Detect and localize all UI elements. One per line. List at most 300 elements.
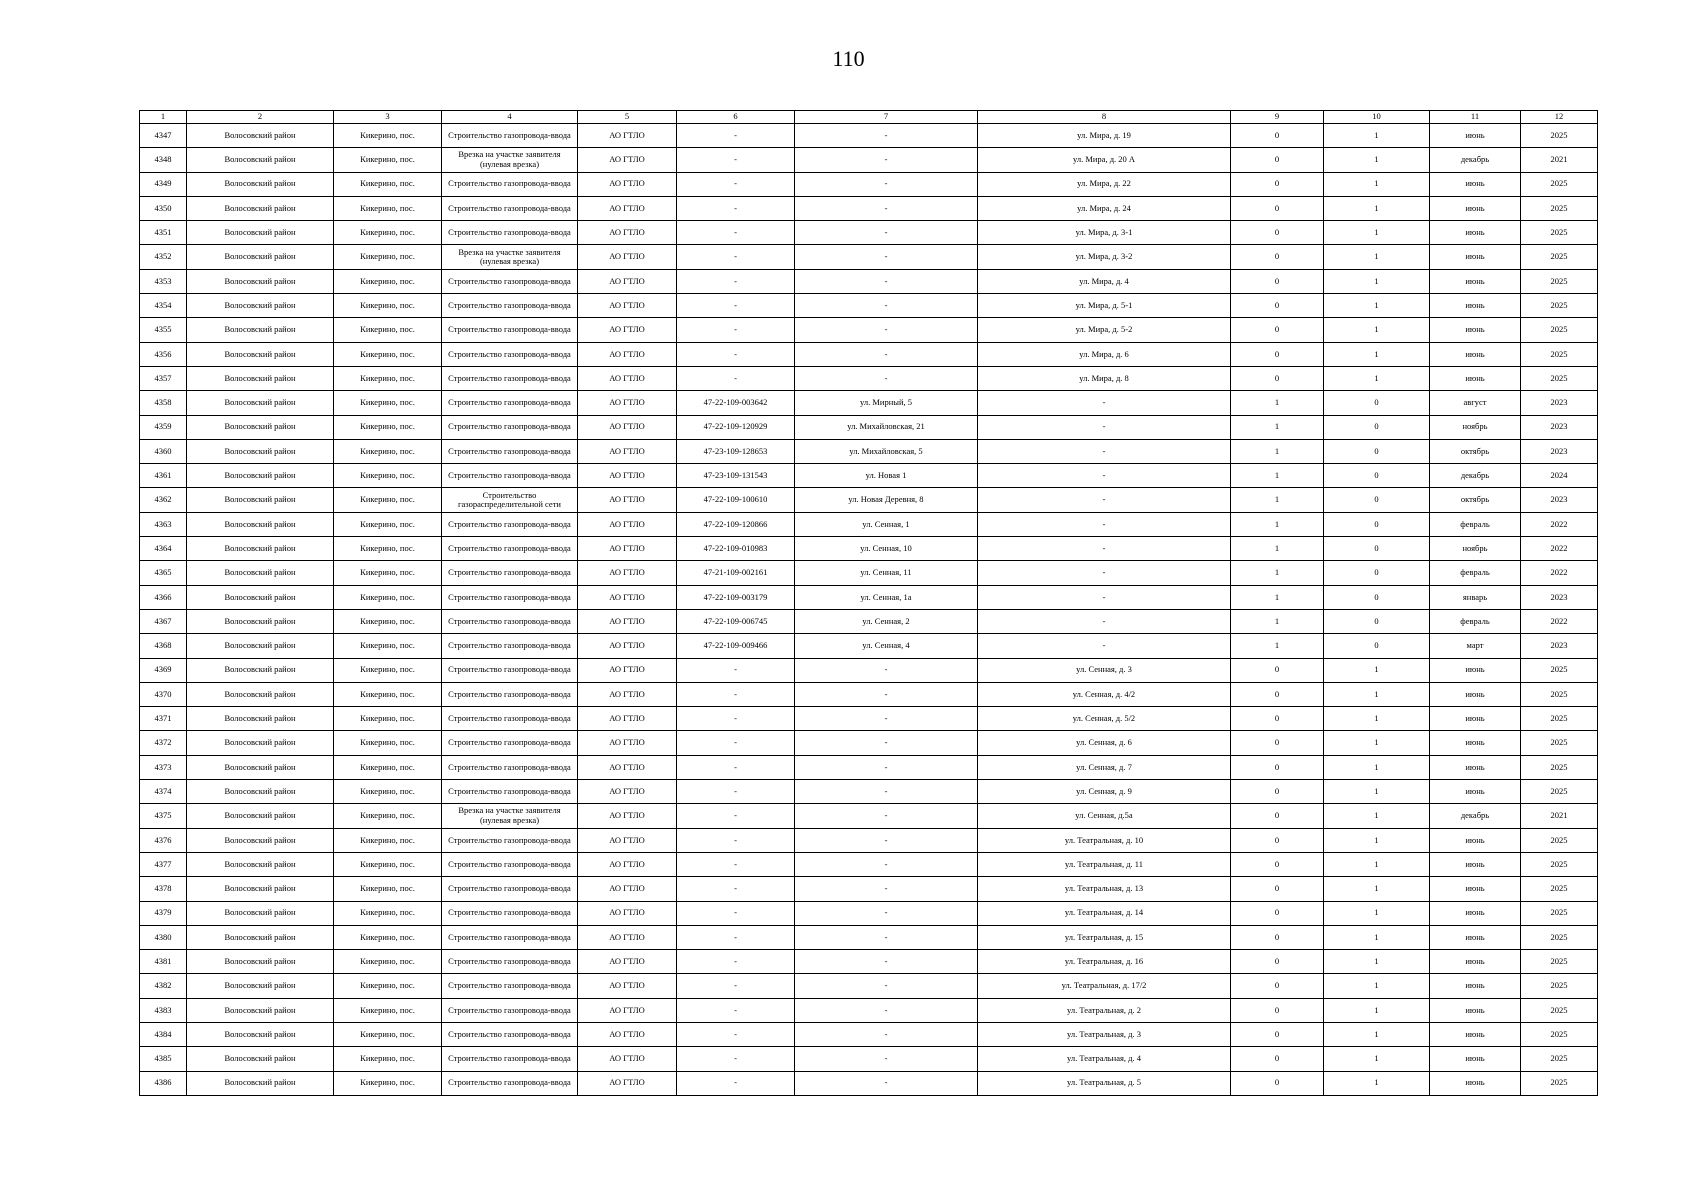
table-cell: - [978, 585, 1231, 609]
table-cell: 0 [1231, 245, 1324, 269]
column-header: 1 [140, 111, 187, 124]
table-cell: ул. Сенная, 10 [795, 537, 978, 561]
table-cell: 4349 [140, 172, 187, 196]
table-cell: - [795, 804, 978, 828]
table-cell: 2024 [1521, 464, 1598, 488]
table-cell: 0 [1324, 415, 1430, 439]
table-cell: Кикерино, пос. [334, 925, 442, 949]
table-cell: 1 [1231, 488, 1324, 512]
table-cell: - [978, 634, 1231, 658]
table-cell: - [677, 974, 795, 998]
table-cell: АО ГТЛО [578, 512, 677, 536]
table-cell: Волосовский район [187, 342, 334, 366]
table-row [140, 245, 1598, 269]
table-cell: ул. Новая 1 [795, 464, 978, 488]
table-cell: 4353 [140, 269, 187, 293]
table-cell: 0 [1231, 294, 1324, 318]
table-cell: ул. Мира, д. 4 [978, 269, 1231, 293]
table-cell: Кикерино, пос. [334, 950, 442, 974]
table-cell: АО ГТЛО [578, 1071, 677, 1095]
table-cell: июнь [1430, 755, 1521, 779]
table-cell: АО ГТЛО [578, 925, 677, 949]
table-cell: 2023 [1521, 415, 1598, 439]
table-cell: 47-23-109-128653 [677, 439, 795, 463]
table-cell: 2022 [1521, 609, 1598, 633]
table-cell: 0 [1324, 537, 1430, 561]
table-cell: 4380 [140, 925, 187, 949]
table-cell: 0 [1324, 585, 1430, 609]
table-cell: ул. Мирный, 5 [795, 391, 978, 415]
table-cell: Волосовский район [187, 804, 334, 828]
table-cell: июнь [1430, 852, 1521, 876]
table-cell: Кикерино, пос. [334, 391, 442, 415]
column-header: 9 [1231, 111, 1324, 124]
table-cell: ул. Мира, д. 5-1 [978, 294, 1231, 318]
table-cell: АО ГТЛО [578, 780, 677, 804]
table-cell: АО ГТЛО [578, 731, 677, 755]
table-cell: Волосовский район [187, 415, 334, 439]
table-cell: 4361 [140, 464, 187, 488]
table-cell: 4370 [140, 682, 187, 706]
table-cell: АО ГТЛО [578, 148, 677, 172]
table-cell: - [677, 342, 795, 366]
table-cell: - [795, 1022, 978, 1046]
table-row [140, 342, 1598, 366]
table-cell: 1 [1231, 415, 1324, 439]
table-cell: - [795, 318, 978, 342]
table-cell: 2025 [1521, 731, 1598, 755]
table-cell: Строительство газопровода-ввода [442, 609, 578, 633]
table-cell: Кикерино, пос. [334, 609, 442, 633]
table-cell: Строительство газопровода-ввода [442, 366, 578, 390]
table-cell: июнь [1430, 366, 1521, 390]
column-header: 7 [795, 111, 978, 124]
table-cell: июнь [1430, 318, 1521, 342]
table-cell: 1 [1324, 682, 1430, 706]
table-cell: Кикерино, пос. [334, 658, 442, 682]
table-cell: - [677, 269, 795, 293]
table-row [140, 391, 1598, 415]
table-cell: 1 [1324, 269, 1430, 293]
table-cell: - [795, 245, 978, 269]
table-cell: АО ГТЛО [578, 658, 677, 682]
table-cell: Строительство газопровода-ввода [442, 731, 578, 755]
table-cell: - [677, 925, 795, 949]
table-cell: АО ГТЛО [578, 342, 677, 366]
table-cell: Волосовский район [187, 707, 334, 731]
table-cell: ул. Театральная, д. 11 [978, 852, 1231, 876]
table-cell: - [795, 1071, 978, 1095]
table-cell: Кикерино, пос. [334, 682, 442, 706]
table-cell: 2022 [1521, 512, 1598, 536]
table-cell: АО ГТЛО [578, 391, 677, 415]
table-cell: 4366 [140, 585, 187, 609]
table-cell: - [677, 658, 795, 682]
table-cell: 2022 [1521, 561, 1598, 585]
table-cell: ул. Театральная, д. 10 [978, 828, 1231, 852]
table-cell: 47-22-109-120866 [677, 512, 795, 536]
table-cell: АО ГТЛО [578, 439, 677, 463]
table-cell: Волосовский район [187, 561, 334, 585]
table-cell: 2025 [1521, 1071, 1598, 1095]
table-cell: - [795, 148, 978, 172]
table-cell: ул. Сенная, д.5а [978, 804, 1231, 828]
table-cell: АО ГТЛО [578, 245, 677, 269]
table-cell: АО ГТЛО [578, 609, 677, 633]
table-cell: 4367 [140, 609, 187, 633]
table-cell: Волосовский район [187, 974, 334, 998]
table-cell: - [677, 852, 795, 876]
table-cell: Кикерино, пос. [334, 148, 442, 172]
table-cell: Кикерино, пос. [334, 974, 442, 998]
table-cell: 2025 [1521, 707, 1598, 731]
table-cell: ул. Мира, д. 3-1 [978, 221, 1231, 245]
table-cell: АО ГТЛО [578, 318, 677, 342]
table-cell: 1 [1324, 318, 1430, 342]
table-cell: 0 [1231, 196, 1324, 220]
table-cell: июнь [1430, 1047, 1521, 1071]
table-row [140, 1047, 1598, 1071]
table-cell: Кикерино, пос. [334, 464, 442, 488]
table-cell: ул. Михайловская, 5 [795, 439, 978, 463]
table-cell: 47-22-109-003642 [677, 391, 795, 415]
table-cell: АО ГТЛО [578, 196, 677, 220]
table-cell: Кикерино, пос. [334, 488, 442, 512]
table-row [140, 221, 1598, 245]
table-cell: Волосовский район [187, 585, 334, 609]
table-cell: 2025 [1521, 221, 1598, 245]
table-cell: ул. Новая Деревня, 8 [795, 488, 978, 512]
table-row [140, 318, 1598, 342]
table-cell: Строительство газопровода-ввода [442, 877, 578, 901]
table-row [140, 172, 1598, 196]
table-cell: 0 [1231, 828, 1324, 852]
table-cell: - [978, 391, 1231, 415]
table-cell: октябрь [1430, 488, 1521, 512]
table-cell: - [795, 974, 978, 998]
table-cell: Строительство газопровода-ввода [442, 269, 578, 293]
registry-table [139, 110, 1598, 1096]
table-cell: ул. Мира, д. 3-2 [978, 245, 1231, 269]
table-cell: 2025 [1521, 780, 1598, 804]
table-cell: - [795, 925, 978, 949]
table-cell: 4377 [140, 852, 187, 876]
table-cell: Волосовский район [187, 925, 334, 949]
table-cell: АО ГТЛО [578, 537, 677, 561]
table-cell: 4372 [140, 731, 187, 755]
table-cell: Волосовский район [187, 148, 334, 172]
table-cell: июнь [1430, 780, 1521, 804]
table-cell: АО ГТЛО [578, 488, 677, 512]
table-cell: Волосовский район [187, 950, 334, 974]
table-cell: Волосовский район [187, 294, 334, 318]
table-cell: 1 [1324, 366, 1430, 390]
table-cell: Кикерино, пос. [334, 124, 442, 148]
table-cell: - [795, 1047, 978, 1071]
table-cell: ул. Сенная, 4 [795, 634, 978, 658]
table-cell: Кикерино, пос. [334, 439, 442, 463]
table-cell: АО ГТЛО [578, 294, 677, 318]
table-cell: - [677, 221, 795, 245]
table-cell: 1 [1324, 998, 1430, 1022]
table-cell: - [795, 658, 978, 682]
table-cell: 0 [1231, 974, 1324, 998]
table-cell: - [795, 294, 978, 318]
table-cell: 4383 [140, 998, 187, 1022]
table-cell: Строительство газопровода-ввода [442, 512, 578, 536]
table-cell: февраль [1430, 512, 1521, 536]
table-cell: 2022 [1521, 537, 1598, 561]
table-cell: 2025 [1521, 901, 1598, 925]
table-cell: Волосовский район [187, 366, 334, 390]
table-row [140, 731, 1598, 755]
table-row [140, 658, 1598, 682]
table-cell: Волосовский район [187, 512, 334, 536]
table-cell: ул. Театральная, д. 17/2 [978, 974, 1231, 998]
table-cell: февраль [1430, 609, 1521, 633]
table-cell: Кикерино, пос. [334, 415, 442, 439]
table-cell: Кикерино, пос. [334, 901, 442, 925]
table-cell: - [978, 439, 1231, 463]
table-cell: - [677, 318, 795, 342]
table-cell: 0 [1324, 561, 1430, 585]
table-cell: - [677, 950, 795, 974]
table-cell: 2025 [1521, 196, 1598, 220]
table-cell: Кикерино, пос. [334, 512, 442, 536]
table-cell: июнь [1430, 658, 1521, 682]
table-cell: Волосовский район [187, 221, 334, 245]
table-row [140, 609, 1598, 633]
table-cell: Строительство газопровода-ввода [442, 1047, 578, 1071]
table-cell: июнь [1430, 901, 1521, 925]
table-row [140, 634, 1598, 658]
table-cell: ул. Мира, д. 6 [978, 342, 1231, 366]
table-cell: 1 [1231, 512, 1324, 536]
table-cell: Кикерино, пос. [334, 318, 442, 342]
table-cell: Строительство газопровода-ввода [442, 318, 578, 342]
table-cell: Строительство газопровода-ввода [442, 634, 578, 658]
table-cell: 1 [1231, 464, 1324, 488]
table-cell: - [795, 852, 978, 876]
table-cell: 1 [1324, 707, 1430, 731]
table-cell: Волосовский район [187, 998, 334, 1022]
table-row [140, 925, 1598, 949]
table-cell: - [677, 755, 795, 779]
table-cell: Волосовский район [187, 1071, 334, 1095]
table-row [140, 488, 1598, 512]
table-cell: ул. Сенная, 1а [795, 585, 978, 609]
table-row [140, 561, 1598, 585]
table-row [140, 512, 1598, 536]
table-cell: - [677, 682, 795, 706]
table-cell: 4381 [140, 950, 187, 974]
table-cell: декабрь [1430, 804, 1521, 828]
table-cell: АО ГТЛО [578, 269, 677, 293]
table-cell: 1 [1324, 877, 1430, 901]
table-cell: Волосовский район [187, 464, 334, 488]
table-cell: АО ГТЛО [578, 172, 677, 196]
table-cell: Волосовский район [187, 439, 334, 463]
table-cell: - [795, 707, 978, 731]
table-row [140, 1022, 1598, 1046]
table-cell: июнь [1430, 707, 1521, 731]
table-cell: АО ГТЛО [578, 707, 677, 731]
table-cell: Волосовский район [187, 318, 334, 342]
table-cell: июнь [1430, 974, 1521, 998]
table-cell: Кикерино, пос. [334, 998, 442, 1022]
table-row [140, 804, 1598, 828]
table-row [140, 682, 1598, 706]
table-row [140, 755, 1598, 779]
table-cell: Строительство газопровода-ввода [442, 561, 578, 585]
table-cell: 0 [1324, 634, 1430, 658]
table-cell: 4348 [140, 148, 187, 172]
table-cell: АО ГТЛО [578, 974, 677, 998]
table-cell: - [795, 221, 978, 245]
table-cell: 2025 [1521, 342, 1598, 366]
table-cell: АО ГТЛО [578, 950, 677, 974]
table-cell: АО ГТЛО [578, 755, 677, 779]
table-row [140, 1071, 1598, 1095]
table-cell: АО ГТЛО [578, 634, 677, 658]
table-cell: июнь [1430, 196, 1521, 220]
table-cell: Строительство газопровода-ввода [442, 172, 578, 196]
table-row [140, 901, 1598, 925]
table-cell: ул. Сенная, д. 9 [978, 780, 1231, 804]
table-cell: февраль [1430, 561, 1521, 585]
table-cell: 2025 [1521, 124, 1598, 148]
table-cell: - [677, 707, 795, 731]
table-cell: - [677, 1022, 795, 1046]
table-cell: Строительство газопровода-ввода [442, 755, 578, 779]
table-cell: 4365 [140, 561, 187, 585]
table-cell: 0 [1324, 488, 1430, 512]
table-cell: Волосовский район [187, 634, 334, 658]
table-cell: ул. Михайловская, 21 [795, 415, 978, 439]
table-row [140, 828, 1598, 852]
table-row [140, 950, 1598, 974]
table-cell: 4347 [140, 124, 187, 148]
column-header: 12 [1521, 111, 1598, 124]
table-cell: Кикерино, пос. [334, 342, 442, 366]
table-cell: Строительство газопровода-ввода [442, 196, 578, 220]
table-cell: - [677, 901, 795, 925]
table-cell: 1 [1231, 634, 1324, 658]
table-cell: Кикерино, пос. [334, 1022, 442, 1046]
table-cell: ул. Мира, д. 8 [978, 366, 1231, 390]
table-cell: 4357 [140, 366, 187, 390]
table-cell: 1 [1324, 755, 1430, 779]
table-cell: 1 [1324, 828, 1430, 852]
table-cell: 0 [1231, 148, 1324, 172]
table-cell: 4369 [140, 658, 187, 682]
table-cell: ул. Театральная, д. 13 [978, 877, 1231, 901]
table-cell: - [795, 877, 978, 901]
table-row [140, 196, 1598, 220]
table-cell: 2025 [1521, 682, 1598, 706]
table-cell: 0 [1231, 658, 1324, 682]
table-row [140, 537, 1598, 561]
table-cell: 2025 [1521, 366, 1598, 390]
table-cell: 4359 [140, 415, 187, 439]
table-cell: 2021 [1521, 148, 1598, 172]
table-cell: Строительство газопровода-ввода [442, 585, 578, 609]
table-cell: Врезка на участке заявителя (нулевая врезка) [442, 245, 578, 269]
table-cell: июнь [1430, 172, 1521, 196]
table-cell: 0 [1231, 342, 1324, 366]
table-cell: - [795, 196, 978, 220]
table-cell: 1 [1231, 391, 1324, 415]
table-cell: 2021 [1521, 804, 1598, 828]
table-cell: 4360 [140, 439, 187, 463]
table-cell: АО ГТЛО [578, 221, 677, 245]
table-cell: Волосовский район [187, 1022, 334, 1046]
table-cell: ул. Театральная, д. 16 [978, 950, 1231, 974]
table-cell: 2025 [1521, 877, 1598, 901]
table-cell: Строительство газопровода-ввода [442, 415, 578, 439]
table-cell: Кикерино, пос. [334, 245, 442, 269]
table-cell: Волосовский район [187, 731, 334, 755]
table-cell: июнь [1430, 682, 1521, 706]
table-cell: - [795, 172, 978, 196]
table-cell: Кикерино, пос. [334, 1071, 442, 1095]
table-cell: 47-22-109-006745 [677, 609, 795, 633]
table-cell: АО ГТЛО [578, 1047, 677, 1071]
table-cell: июнь [1430, 731, 1521, 755]
table-cell: 1 [1324, 172, 1430, 196]
table-cell: Строительство газопровода-ввода [442, 974, 578, 998]
table-cell: июнь [1430, 998, 1521, 1022]
table-cell: ул. Театральная, д. 14 [978, 901, 1231, 925]
table-cell: - [677, 828, 795, 852]
table-cell: Строительство газораспределительной сети [442, 488, 578, 512]
table-cell: - [677, 998, 795, 1022]
table-cell: 1 [1231, 609, 1324, 633]
table-cell: - [978, 415, 1231, 439]
table-cell: Волосовский район [187, 196, 334, 220]
table-cell: 1 [1324, 974, 1430, 998]
table-cell: ул. Сенная, д. 6 [978, 731, 1231, 755]
table-cell: Волосовский район [187, 755, 334, 779]
table-cell: ноябрь [1430, 537, 1521, 561]
table-cell: 2025 [1521, 1022, 1598, 1046]
table-cell: АО ГТЛО [578, 804, 677, 828]
table-cell: 1 [1324, 1022, 1430, 1046]
table-cell: 1 [1324, 148, 1430, 172]
table-cell: - [677, 124, 795, 148]
table-cell: 4351 [140, 221, 187, 245]
table-cell: 2025 [1521, 852, 1598, 876]
table-cell: Строительство газопровода-ввода [442, 1022, 578, 1046]
table-cell: 0 [1231, 1047, 1324, 1071]
table-row [140, 585, 1598, 609]
table-cell: - [677, 731, 795, 755]
table-cell: ул. Театральная, д. 2 [978, 998, 1231, 1022]
table-cell: 4362 [140, 488, 187, 512]
table-cell: 0 [1231, 998, 1324, 1022]
table-cell: 0 [1231, 318, 1324, 342]
table-cell: июнь [1430, 1071, 1521, 1095]
column-header: 2 [187, 111, 334, 124]
table-cell: Кикерино, пос. [334, 172, 442, 196]
table-cell: 47-22-109-120929 [677, 415, 795, 439]
table-cell: Строительство газопровода-ввода [442, 998, 578, 1022]
table-cell: АО ГТЛО [578, 682, 677, 706]
table-cell: ул. Театральная, д. 15 [978, 925, 1231, 949]
table-cell: 0 [1231, 682, 1324, 706]
table-cell: 0 [1231, 269, 1324, 293]
table-row [140, 852, 1598, 876]
